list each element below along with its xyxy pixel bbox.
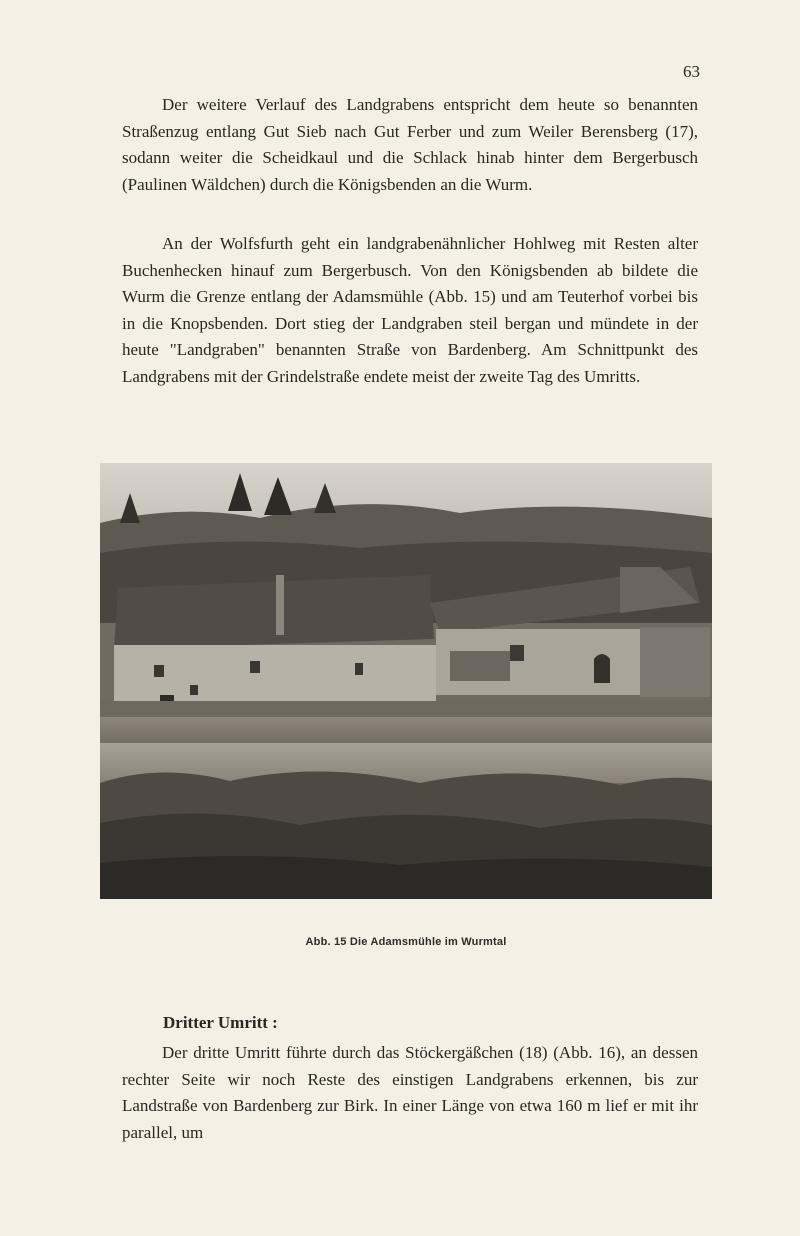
paragraph-3: Der dritte Umritt führte durch das Stöckergäßchen (18) (Abb. 16), an dessen rechter Seite wir noch Reste des einstigen Landgrabens erkennen, bis zur Landstraße von Bardenberg zur Birk. In einer Länge von etwa 160 m lief er mit ihr parallel, um bbox=[122, 1043, 698, 1142]
figure-photo-adamsmuehle bbox=[100, 463, 712, 899]
page-number: 63 bbox=[683, 62, 700, 81]
paragraph-1: Der weitere Verlauf des Landgrabens entspricht dem heute so benannten Straßenzug entlang Gut Sieb nach Gut Ferber und zum Weiler Berensberg (17), sodann weiter die Scheidkaul und die Schlack hinab hinter dem Bergerbusch (Paulinen Wäldchen) durch die Königsbenden an die Wurm. bbox=[122, 95, 698, 194]
section-heading: Dritter Umritt : bbox=[163, 1013, 278, 1032]
figure-caption: Abb. 15 Die Adamsmühle im Wurmtal bbox=[305, 936, 507, 948]
paragraph-2: An der Wolfsfurth geht ein landgrabenähnlicher Hohlweg mit Resten alter Buchenhecken hinauf zum Bergerbusch. Von den Königsbenden ab bildete die Wurm die Grenze entlang der Adamsmühle (Abb. 15) und am Teuterhof vorbei bis in die Knopsbenden. Dort stieg der Landgraben steil bergan und mündete in der heute "Landgraben" benannten Straße von Bardenberg. Am Schnittpunkt des Landgrabens mit der Grindelstraße endete meist der zweite Tag des Umritts. bbox=[122, 234, 698, 386]
